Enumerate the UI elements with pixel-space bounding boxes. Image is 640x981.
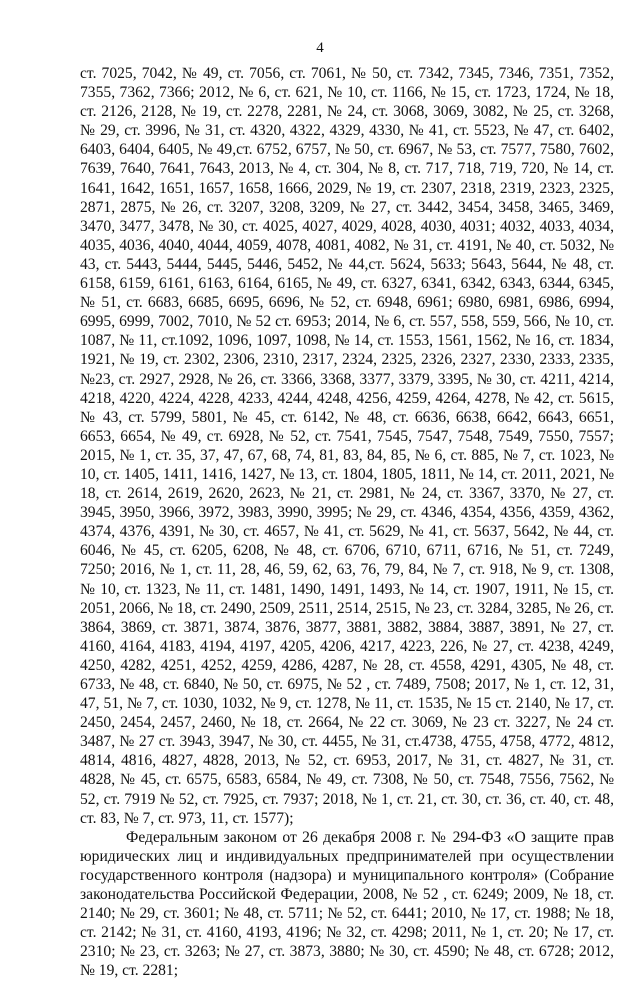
paragraph-legal-references: ст. 7025, 7042, № 49, ст. 7056, ст. 7061, № 50, ст. 7342, 7345, 7346, 7351, 7352, 7355, 7362, 7366; 2012, № 6, ст. 621, № 10, ст. 1166, № 15, ст. 1723, 1724, № 18, ст. 2126, 2128, № 19, ст. 2278, 2281, № 24, ст. 3068, 3069, 3082, № 25, ст. 3268, № 29, ст. 3996, № 31, ст. 4320, 4322, 4329, 4330, № 41, ст. 5523, № 47, ст. 6402, 6403, 6404, 6405, № 49,ст. 6752, 6757, № 50, ст. 6967, № 53, ст. 7577, 7580, 7602, 7639, 7640, 7641, 7643, 2013, № 4, ст. 304, № 8, ст. 717, 718, 719, 720, № 14, ст. 1641, 1642, 1651, 1657, 1658, 1666, 2029, № 19, ст. 2307, 2318, 2319, 2323, 2325, 2871, 2875, № 26, ст. 3207, 3208, 3209, № 27, ст. 3442, 3454, 3458, 3465, 3469, 3470, 3477, 3478, № 30, ст. 4025, 4027, 4029, 4028, 4030, 4031; 4032, 4033, 4034, 4035, 4036, 4040, 4044, 4059, 4078, 4081, 4082, № 31, ст. 4191, № 40, ст. 5032, № 43, ст. 5443, 5444, 5445, 5446, 5452, № 44,ст. 5624, 5633; 5643, 5644, № 48, ст. 6158, 6159, 6161, 6163, 6164, 6165, № 49, ст. 6327, 6341, 6342, 6343, 6344, 6345, № 51, ст. 6683, 6685, 6695, 6696, № 52, ст. 6948, 6961; 6980, 6981, 6986, 6994, 6995, 6999, 7002, 7010, № 52 ст. 6953; 2014, № 6, ст. 557, 558, 559, 566, № 10, ст. 1087, № 11, ст.1092, 1096, 1097, 1098, № 14, ст. 1553, 1561, 1562, № 16, ст. 1834, 1921, № 19, ст. 2302, 2306, 2310, 2317, 2324, 2325, 2326, 2327, 2330, 2333, 2335, №23, ст. 2927, 2928, № 26, ст. 3366, 3368, 3377, 3379, 3395, № 30, ст. 4211, 4214, 4218, 4220, 4224, 4228, 4233, 4244, 4248, 4256, 4259, 4264, 4278, № 42, ст. 5615, № 43, ст. 5799, 5801, № 45, ст. 6142, № 48, ст. 6636, 6638, 6642, 6643, 6651, 6653, 6654, № 49, ст. 6928, № 52, ст. 7541, 7545, 7547, 7548, 7549, 7550, 7557; 2015, № 1, ст. 35, 37, 47, 67, 68, 74, 81, 83, 84, 85, № 6, ст. 885, № 7, ст. 1023, № 10, ст. 1405, 1411, 1416, 1427, № 13, ст. 1804, 1805, 1811, № 14, ст. 2011, 2021, № 18, ст. 2614, 2619, 2620, 2623, № 21, ст. 2981, № 24, ст. 3367, 3370, № 27, ст. 3945, 3950, 3966, 3972, 3983, 3990, 3995; № 29, ст. 4346, 4354, 4356, 4359, 4362, 4374, 4376, 4391, № 30, ст. 4657, № 41, ст. 5629, № 41, ст. 5637, 5642, № 44, ст. 6046, № 45, ст. 6205, 6208, № 48, ст. 6706, 6710, 6711, 6716, № 51, ст. 7249, 7250; 2016, № 1, ст. 11, 28, 46, 59, 62, 63, 76, 79, 84, № 7, ст. 918, № 9, ст. 1308, № 10, ст. 1323, № 11, ст. 1481, 1490, 1491, 1493, № 14, ст. 1907, 1911, № 15, ст. 2051, 2066, № 18, ст. 2490, 2509, 2511, 2514, 2515, № 23, ст. 3284, 3285, № 26, ст. 3864, 3869, ст. 3871, 3874, 3876, 3877, 3881, 3882, 3884, 3887, 3891, № 27, ст. 4160, 4164, 4183, 4194, 4197, 4205, 4206, 4217, 4223, 226, № 27, ст. 4238, 4249, 4250, 4282, 4251, 4252, 4259, 4286, 4287, № 28, ст. 4558, 4291, 4305, № 48, ст. 6733, № 48, ст. 6840, № 50, ст. 6975, № 52 , ст. 7489, 7508; 2017, № 1, ст. 12, 31, 47, 51, № 7, ст. 1030, 1032, № 9, ст. 1278, № 11, ст. 1535, № 15 ст. 2140, № 17, ст. 2450, 2454, 2457, 2460, № 18, ст. 2664, № 22 ст. 3069, № 23 ст. 3227, № 24 ст. 3487, № 27 ст. 3943, 3947, № 30, ст. 4455, № 31, ст.4738, 4755, 4758, 4772, 4812, 4814, 4816, 4827, 4828, 2013, № 52, ст. 6953, 2017, № 31, ст. 4827, № 31, ст. 4828, № 45, ст. 6575, 6583, 6584, № 49, ст. 7308, № 50, ст. 7548, 7556, 7562, № 52, ст. 7919 № 52, ст. 7925, ст. 7937; 2018, № 1, ст. 21, ст. 30, ст. 36, ст. 40, ст. 48, ст. 83, № 7, ст. 973, 11, ст. 1577); (80, 65, 614, 827)
document-body (80, 64, 614, 981)
page-number: 4 (316, 40, 324, 56)
paragraph-federal-law-294: Федеральным законом от 26 декабря 2008 г. № 294-ФЗ «О защите прав юридических лиц и индивидуальных предпринимателей при осуществлении государственного контроля (надзора) и муниципального контроля» (Собрание законодательства Российской Федерации, 2008, № 52 , ст. 6249; 2009, № 18, ст. 2140; № 29, ст. 3601; № 48, ст. 5711; № 52, ст. 6441; 2010, № 17, ст. 1988; № 18, ст. 2142; № 31, ст. 4160, 4193, 4196; № 32, ст. 4298; 2011, № 1, ст. 20; № 17, ст. 2310; № 23, ст. 3263; № 27, ст. 3873, 3880; № 30, ст. 4590; № 48, ст. 6728; 2012, № 19, ст. 2281; (80, 828, 614, 980)
